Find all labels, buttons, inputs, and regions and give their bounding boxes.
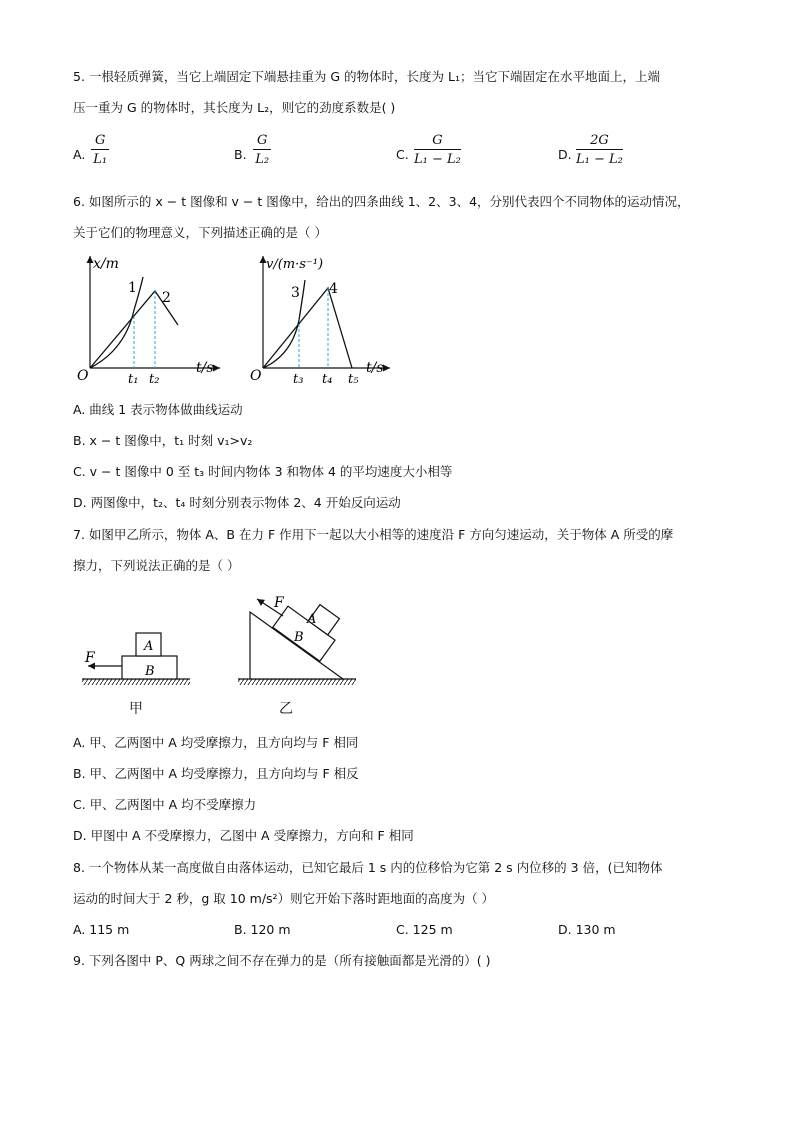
vt-t4-label: t₄ — [322, 372, 333, 387]
q6-option-c[interactable]: C. v − t 图像中 0 至 t₃ 时间内物体 3 和物体 4 的平均速度大小相等 — [73, 464, 453, 479]
q5-option-b-label[interactable]: B. — [234, 147, 247, 162]
xt-curve-1-label: 1 — [128, 280, 137, 296]
q8-stem-line2: 运动的时间大于 2 秒，g 取 10 m/s²）则它开始下落时距地面的高度为（ ） — [73, 891, 495, 906]
vt-graph — [250, 256, 390, 387]
q8-option-c[interactable]: C. 125 m — [396, 922, 453, 937]
fig-yi — [238, 592, 356, 685]
q5-option-d-den: L₁ − L₂ — [576, 152, 623, 167]
q5-option-c-fraction — [414, 133, 461, 167]
q5-option-c-den: L₁ − L₂ — [414, 152, 461, 167]
q7-option-a[interactable]: A. 甲、乙两图中 A 均受摩擦力，且方向均与 F 相同 — [73, 735, 359, 750]
jia-force-label: F — [85, 650, 95, 666]
jia-b-label: B — [145, 664, 155, 679]
vt-t3-label: t₃ — [293, 372, 304, 387]
q5-option-a-label[interactable]: A. — [73, 147, 86, 162]
q5-option-d-label[interactable]: D. — [558, 147, 572, 162]
xt-graph — [77, 256, 220, 387]
q5-stem-line2: 压一重为 G 的物体时，其长度为 L₂，则它的劲度系数是( ) — [73, 100, 396, 115]
vt-curve-4 — [263, 288, 352, 368]
xt-y-label: x/m — [93, 256, 119, 272]
q5-option-b-den: L₂ — [255, 152, 270, 167]
fig-jia-caption: 甲 — [129, 701, 143, 717]
q9-stem-line1: 9. 下列各图中 P、Q 两球之间不存在弹力的是（所有接触面都是光滑的）( ) — [73, 953, 491, 968]
q5-option-c-label[interactable]: C. — [396, 147, 409, 162]
q8-option-a[interactable]: A. 115 m — [73, 922, 130, 937]
q5-stem-line1: 5. 一根轻质弹簧，当它上端固定下端悬挂重为 G 的物体时，长度为 L₁；当它下端固定在水平地面上，上端 — [73, 69, 660, 84]
q8-option-d[interactable]: D. 130 m — [558, 922, 616, 937]
q5-option-b-fraction — [253, 133, 271, 167]
q5-option-a-fraction — [91, 133, 109, 167]
q5-option-a-den: L₁ — [93, 152, 108, 167]
vt-curve-4-label: 4 — [329, 281, 338, 297]
vt-x-label: t/s — [366, 360, 384, 376]
yi-b-label: B — [294, 630, 304, 645]
vt-curve-3-label: 3 — [291, 285, 300, 301]
q6-graphs — [70, 250, 430, 390]
jia-a-label: A — [144, 639, 154, 654]
q7-option-b[interactable]: B. 甲、乙两图中 A 均受摩擦力，且方向均与 F 相反 — [73, 766, 359, 781]
xt-origin: O — [77, 368, 89, 384]
q8-option-b[interactable]: B. 120 m — [234, 922, 291, 937]
yi-force-label: F — [274, 595, 284, 611]
q7-option-d[interactable]: D. 甲图中 A 不受摩擦力，乙图中 A 受摩擦力，方向和 F 相同 — [73, 828, 414, 843]
xt-curve-2-label: 2 — [162, 290, 171, 306]
q6-stem-line1: 6. 如图所示的 x − t 图像和 v − t 图像中，给出的四条曲线 1、2、3、4，分别代表四个不同物体的运动情况， — [73, 194, 690, 209]
vt-y-label: v/(m·s⁻¹) — [266, 257, 324, 272]
q5-option-d-fraction — [576, 133, 623, 167]
q6-option-b[interactable]: B. x − t 图像中，t₁ 时刻 v₁>v₂ — [73, 433, 253, 448]
q7-option-c[interactable]: C. 甲、乙两图中 A 均不受摩擦力 — [73, 797, 257, 812]
q6-stem-line2: 关于它们的物理意义，下列描述正确的是（ ） — [73, 225, 327, 240]
q5-option-b-num: G — [253, 133, 271, 150]
vt-origin: O — [250, 368, 262, 384]
q7-figures — [78, 592, 368, 694]
q5-option-c-num: G — [414, 133, 461, 150]
q5-option-a-num: G — [91, 133, 109, 150]
q7-stem-line2: 擦力，下列说法正确的是（ ） — [73, 558, 240, 573]
q7-stem-line1: 7. 如图甲乙所示，物体 A、B 在力 F 作用下一起以大小相等的速度沿 F 方向匀速运动，关于物体 A 所受的摩 — [73, 527, 674, 542]
vt-t5-label: t₅ — [348, 372, 359, 387]
fig-jia — [82, 633, 190, 685]
q5-option-d-num: 2G — [576, 133, 623, 150]
yi-ground-hatch — [238, 679, 356, 685]
q6-option-d[interactable]: D. 两图像中，t₂、t₄ 时刻分别表示物体 2、4 开始反向运动 — [73, 495, 401, 510]
jia-ground-hatch — [82, 679, 190, 685]
q6-option-a[interactable]: A. 曲线 1 表示物体做曲线运动 — [73, 402, 243, 417]
xt-x-label: t/s — [196, 360, 214, 376]
xt-t2-label: t₂ — [149, 372, 160, 387]
yi-a-label: A — [307, 612, 317, 627]
xt-t1-label: t₁ — [128, 372, 139, 387]
fig-yi-caption: 乙 — [279, 701, 293, 717]
q8-stem-line1: 8. 一个物体从某一高度做自由落体运动，已知它最后 1 s 内的位移恰为它第 2 s 内位移的 3 倍，(已知物体 — [73, 860, 663, 875]
